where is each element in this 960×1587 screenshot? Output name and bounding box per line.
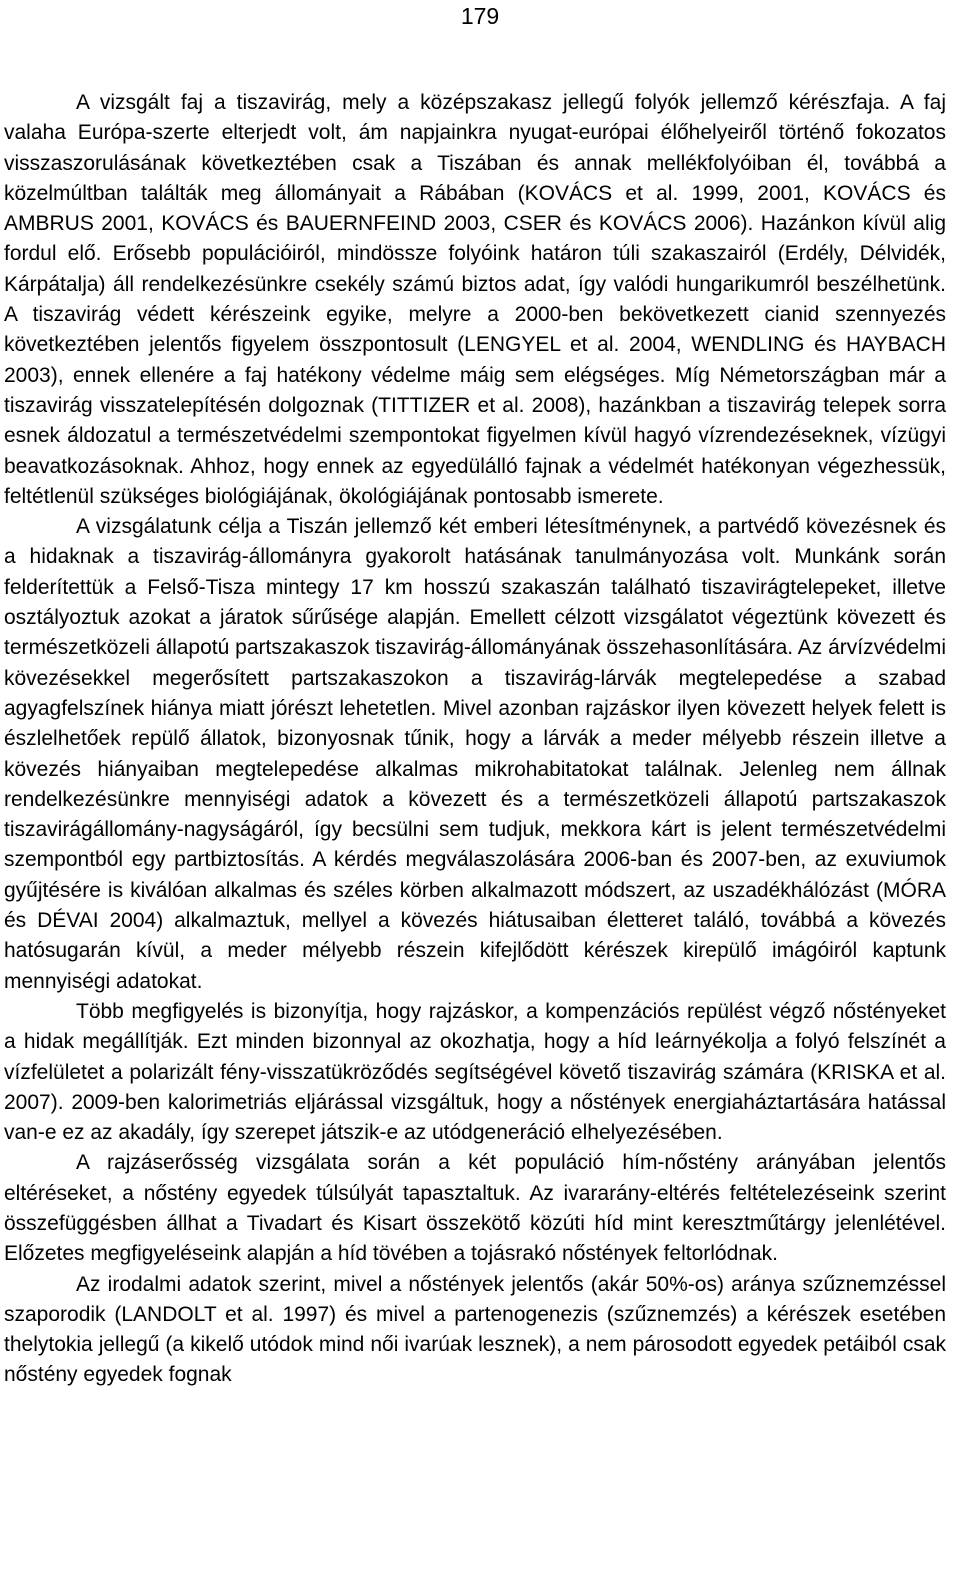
paragraph-3: Több megfigyelés is bizonyítja, hogy rajzáskor, a kompenzációs repülést végző nőstényeket a hidak megállítják. Ezt minden bizonnyal az okozhatja, hogy a híd leárnyékolja a folyó felszínét a vízfelületet a polarizált fény-visszatükröződés segítségével követő tiszavirág számára (KRISKA et al. 2007). 2009-ben kalorimetriás eljárással vizsgáltuk, hogy a nőstények energiaháztartására hatással van-e ez az akadály, így szerepet játszik-e az utódgeneráció elhelyezésében.	[4, 999, 946, 1145]
paragraph-5: Az irodalmi adatok szerint, mivel a nőstények jelentős (akár 50%-os) aránya szűznemzéssel szaporodik (LANDOLT et al. 1997) és mivel a partenogenezis (szűznemzés) a kérészek esetében thelytokia jellegű (a kikelő utódok mind női ivarúak lesznek), a nem párosodott egyedek petáiból csak nőstény egyedek fognak	[4, 1272, 946, 1387]
body-text	[4, 88, 946, 1391]
paragraph-2: A vizsgálatunk célja a Tiszán jellemző két emberi létesítménynek, a partvédő kövezésnek és a hidaknak a tiszavirág-állományra gyakorolt hatásának tanulmányozása volt. Munkánk során felderítettük a Felső-Tisza mintegy 17 km hosszú szakaszán található tiszavirágtelepeket, illetve osztályoztuk azokat a járatok sűrűsége alapján. Emellett célzott vizsgálatot végeztünk kövezett és természetközeli állapotú partszakaszok tiszavirág-állományának összehasonlítására. Az árvízvédelmi kövezésekkel megerősített partszakaszokon a tiszavirág-lárvák megtelepedése a szabad agyagfelszínek hiánya miatt jórészt lehetetlen. Mivel azonban rajzáskor ilyen kövezett helyek felett is észlelhetőek repülő állatok, bizonyosnak tűnik, hogy a lárvák a meder mélyebb részein illetve a kövezés hiányaiban megtelepedése alkalmas mikrohabitatokat találnak. Jelenleg nem állnak rendelkezésünkre mennyiségi adatok a kövezett és a természetközeli állapotú partszakaszok tiszavirágállomány-nagyságáról, így becsülni sem tudjuk, mekkora kárt is jelent természetvédelmi szempontból egy partbiztosítás. A kérdés megválaszolására 2006-ban és 2007-ben, az exuviumok gyűjtésére is kiválóan alkalmas és széles körben alkalmazott módszert, az uszadékhálózást (MÓRA és DÉVAI 2004) alkalmaztuk, mellyel a kövezés hiátusaiban életteret találó, továbbá a kövezés hatósugarán kívül, a meder mélyebb részein kifejlődött kérészek kirepülő imágóiról kaptunk mennyiségi adatokat.	[4, 515, 946, 993]
page-number: 179	[460, 3, 500, 29]
paragraph-1: A vizsgált faj a tiszavirág, mely a középszakasz jellegű folyók jellemző kérészfaja. A faj valaha Európa-szerte elterjedt volt, ám napjainkra nyugat-európai élőhelyeiről történő fokozatos visszaszorulásának következtében csak a Tiszában és annak mellékfolyóiban él, továbbá a közelmúltban találták meg állományait a Rábában (KOVÁCS et al. 1999, 2001, KOVÁCS és AMBRUS 2001, KOVÁCS és BAUERNFEIND 2003, CSER és KOVÁCS 2006). Hazánkon kívül alig fordul elő. Erősebb populációiról, mindössze folyóink határon túli szakaszairól (Erdély, Délvidék, Kárpátalja) áll rendelkezésünkre csekély számú biztos adat, így valódi hungarikumról beszélhetünk. A tiszavirág védett kérészeink egyike, melyre a 2000-ben bekövetkezett cianid szennyezés következtében jelentős figyelem összpontosult (LENGYEL et al. 2004, WENDLING és HAYBACH 2003), ennek ellenére a faj hatékony védelme máig sem elégséges. Míg Németországban már a tiszavirág visszatelepítésén dolgoznak (TITTIZER et al. 2008), hazánkban a tiszavirág telepek sorra esnek áldozatul a természetvédelmi szempontokat figyelmen kívül hagyó vízrendezéseknek, vízügyi beavatkozásoknak. Ahhoz, hogy ennek az egyedülálló fajnak a védelmét hatékonyan végezhessük, feltétlenül szükséges biológiájának, ökológiájának pontosabb ismerete.	[4, 91, 946, 508]
paragraph-4: A rajzáserősség vizsgálata során a két populáció hím-nőstény arányában jelentős eltéréseket, a nőstény egyedek túlsúlyát tapasztaltuk. Az ivararány-eltérés feltételezéseink szerint összefüggésben állhat a Tivadart és Kisart összekötő közúti híd mint keresztműtárgy jelenlétével. Előzetes megfigyeléseink alapján a híd tövében a tojásrakó nőstények feltorlódnak.	[4, 1151, 946, 1266]
